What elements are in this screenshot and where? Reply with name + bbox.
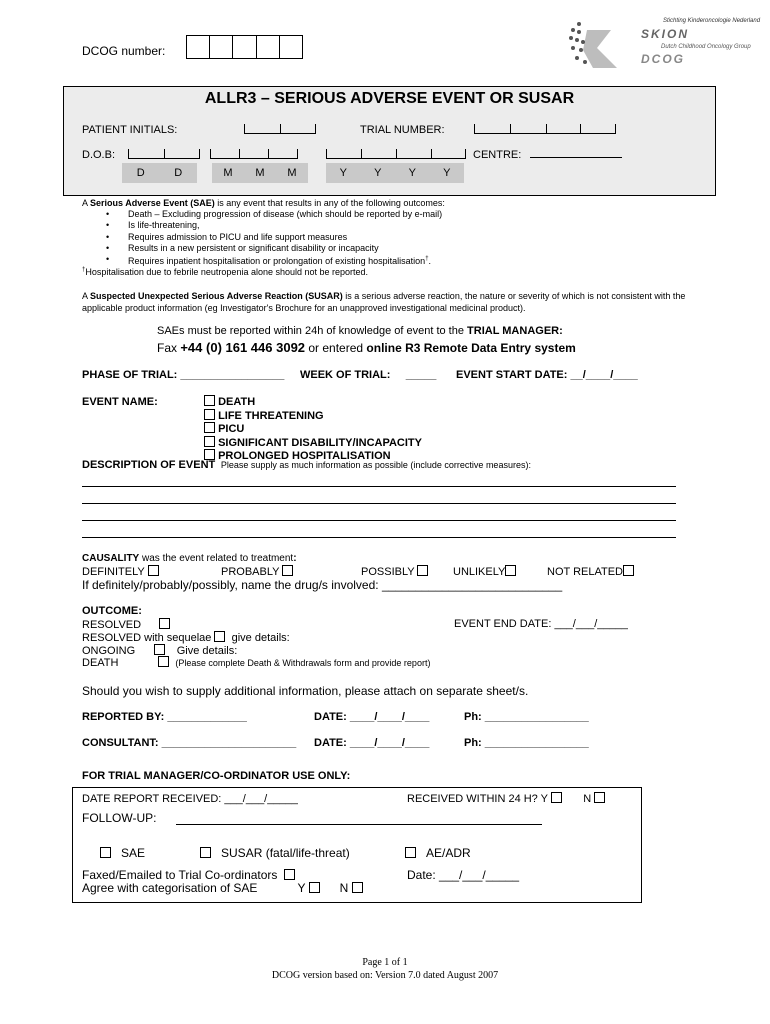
event-option-life-threatening[interactable]: LIFE THREATENING bbox=[204, 409, 422, 423]
event-start-date[interactable]: EVENT START DATE: __/____/____ bbox=[456, 369, 638, 381]
causality-question: CAUSALITY was the event related to treatment: bbox=[82, 553, 297, 564]
faxed-date[interactable]: Date: ___/___/_____ bbox=[407, 868, 520, 882]
reporting-deadline: SAEs must be reported within 24h of knowledge of event to the TRIAL MANAGER: bbox=[157, 325, 563, 337]
event-option-hospitalisation[interactable]: PROLONGED HOSPITALISATION bbox=[204, 449, 422, 463]
description-line-3[interactable] bbox=[82, 520, 676, 521]
outcome-resolved[interactable]: RESOLVED bbox=[82, 618, 170, 631]
list-item: • Death – Excluding progression of disease (which should be reported by e-mail) bbox=[82, 209, 722, 220]
description-line-1[interactable] bbox=[82, 486, 676, 487]
ae-adr-checkbox[interactable] bbox=[405, 847, 416, 858]
sequelae-checkbox[interactable] bbox=[214, 631, 225, 642]
centre-field[interactable] bbox=[530, 157, 622, 158]
causality-definitely[interactable]: DEFINITELY bbox=[82, 565, 159, 578]
category-sae[interactable]: SAE bbox=[100, 846, 145, 860]
outcome-death[interactable]: DEATH (Please complete Death & Withdrawals form and provide report) bbox=[82, 657, 431, 669]
faxed-to-coordinators[interactable]: Faxed/Emailed to Trial Co-ordinators bbox=[82, 868, 295, 882]
follow-up-field[interactable] bbox=[176, 824, 542, 825]
sae-criteria-list bbox=[82, 209, 722, 267]
sae-definition: A Serious Adverse Event (SAE) is any event that results in any of the following outcomes: bbox=[82, 198, 445, 208]
causality-not-related[interactable]: NOT RELATED bbox=[547, 565, 634, 578]
dob-label: D.O.B: bbox=[82, 149, 116, 161]
event-end-date[interactable]: EVENT END DATE: ___/___/_____ bbox=[454, 618, 628, 630]
description-line-4[interactable] bbox=[82, 537, 676, 538]
category-ae-adr[interactable]: AE/ADR bbox=[405, 846, 471, 860]
list-item: • Is life-threatening, bbox=[82, 220, 722, 231]
picu-checkbox[interactable] bbox=[204, 422, 215, 433]
version-note: DCOG version based on: Version 7.0 dated August 2007 bbox=[271, 970, 499, 981]
list-item: • Requires inpatient hospitalisation or prolongation of existing hospitalisation†. bbox=[82, 254, 722, 267]
outcome-ongoing[interactable]: ONGOING Give details: bbox=[82, 645, 238, 657]
fax-line: Fax +44 (0) 161 446 3092 or entered online R3 Remote Data Entry system bbox=[157, 340, 576, 355]
not-related-checkbox[interactable] bbox=[623, 565, 634, 576]
definitely-checkbox[interactable] bbox=[148, 565, 159, 576]
dcog-number-boxes[interactable] bbox=[186, 35, 303, 59]
date-report-received[interactable]: DATE REPORT RECEIVED: ___/___/_____ bbox=[82, 793, 298, 805]
category-susar[interactable]: SUSAR (fatal/life-threat) bbox=[200, 846, 350, 860]
dob-day-hint: D D bbox=[122, 163, 197, 183]
sae-checkbox[interactable] bbox=[100, 847, 111, 858]
week-of-trial[interactable]: WEEK OF TRIAL: _____ bbox=[300, 369, 437, 381]
trial-number-field[interactable] bbox=[474, 124, 616, 134]
susar-definition: A Suspected Unexpected Serious Adverse Reaction (SUSAR) is a serious adverse reaction, the nature or severity of which is not consistent with the applicable product information (eg Investigator's Brochure for an unapproved investigational medicinal product). bbox=[82, 291, 686, 313]
ongoing-checkbox[interactable] bbox=[154, 644, 165, 655]
life-threatening-checkbox[interactable] bbox=[204, 409, 215, 420]
event-option-disability[interactable]: SIGNIFICANT DISABILITY/INCAPACITY bbox=[204, 436, 422, 450]
disability-checkbox[interactable] bbox=[204, 436, 215, 447]
reported-by[interactable]: REPORTED BY: _____________ bbox=[82, 711, 247, 723]
logo-skion-text: SKION bbox=[641, 27, 690, 41]
patient-initials-label: PATIENT INITIALS: bbox=[82, 124, 178, 136]
agree-categorisation[interactable]: Agree with categorisation of SAE Y N bbox=[82, 881, 363, 895]
possibly-checkbox[interactable] bbox=[417, 565, 428, 576]
description-line-2[interactable] bbox=[82, 503, 676, 504]
office-use-heading: FOR TRIAL MANAGER/CO-ORDINATOR USE ONLY: bbox=[82, 770, 351, 782]
death-checkbox[interactable] bbox=[204, 395, 215, 406]
causality-possibly[interactable]: POSSIBLY bbox=[361, 565, 428, 578]
resolved-checkbox[interactable] bbox=[159, 618, 170, 629]
agree-no-checkbox[interactable] bbox=[352, 882, 363, 893]
consultant[interactable]: CONSULTANT: ______________________ bbox=[82, 737, 297, 749]
dob-month-field[interactable] bbox=[210, 149, 298, 159]
faxed-checkbox[interactable] bbox=[284, 869, 295, 880]
logo-sub-text: Dutch Childhood Oncology Group bbox=[661, 44, 751, 50]
outcome-sequelae[interactable]: RESOLVED with sequelae give details: bbox=[82, 632, 290, 644]
logo-dcog-text: DCOG bbox=[641, 52, 685, 66]
description-label: DESCRIPTION OF EVENT Please supply as much information as possible (include corrective measures): bbox=[82, 459, 531, 471]
event-option-death[interactable]: DEATH bbox=[204, 395, 422, 409]
skion-logo bbox=[565, 18, 761, 70]
phase-of-trial[interactable]: PHASE OF TRIAL: _________________ bbox=[82, 369, 285, 381]
probably-checkbox[interactable] bbox=[282, 565, 293, 576]
trial-number-label: TRIAL NUMBER: bbox=[360, 124, 445, 136]
patient-initials-field[interactable] bbox=[244, 124, 316, 134]
susar-checkbox[interactable] bbox=[200, 847, 211, 858]
form-title: ALLR3 – SERIOUS ADVERSE EVENT OR SUSAR bbox=[204, 90, 575, 107]
additional-info-note: Should you wish to supply additional information, please attach on separate sheet/s. bbox=[82, 684, 529, 698]
causality-probably[interactable]: PROBABLY bbox=[221, 565, 293, 578]
skion-logo-icon bbox=[565, 18, 625, 70]
within-24h-no-checkbox[interactable] bbox=[594, 792, 605, 803]
follow-up-label: FOLLOW-UP: bbox=[82, 811, 157, 825]
death-outcome-checkbox[interactable] bbox=[158, 656, 169, 667]
page-number: Page 1 of 1 bbox=[362, 957, 408, 968]
list-item: • Requires admission to PICU and life support measures bbox=[82, 232, 722, 243]
dob-day-field[interactable] bbox=[128, 149, 200, 159]
reported-date[interactable]: DATE: ____/____/____ bbox=[314, 711, 430, 723]
dob-year-field[interactable] bbox=[326, 149, 466, 159]
outcome-label: OUTCOME: bbox=[82, 605, 142, 617]
received-within-24h[interactable]: RECEIVED WITHIN 24 H? Y N bbox=[407, 792, 605, 805]
unlikely-checkbox[interactable] bbox=[505, 565, 516, 576]
causality-unlikely[interactable]: UNLIKELY bbox=[453, 565, 516, 578]
event-name-options bbox=[204, 395, 422, 463]
within-24h-yes-checkbox[interactable] bbox=[551, 792, 562, 803]
drugs-involved[interactable]: If definitely/probably/possibly, name the drug/s involved: ___________________________ bbox=[82, 578, 563, 592]
event-name-label: EVENT NAME: bbox=[82, 396, 158, 408]
event-option-picu[interactable]: PICU bbox=[204, 422, 422, 436]
centre-label: CENTRE: bbox=[473, 149, 522, 161]
list-item: • Results in a new persistent or significant disability or incapacity bbox=[82, 243, 722, 254]
reported-phone[interactable]: Ph: _________________ bbox=[464, 711, 589, 723]
logo-small-text: Stichting Kinderoncologie Nederland bbox=[663, 18, 761, 24]
consultant-phone[interactable]: Ph: _________________ bbox=[464, 737, 589, 749]
dcog-number-label: DCOG number: bbox=[82, 44, 166, 58]
consultant-date[interactable]: DATE: ____/____/____ bbox=[314, 737, 430, 749]
agree-yes-checkbox[interactable] bbox=[309, 882, 320, 893]
dob-year-hint: Y Y Y Y bbox=[326, 163, 464, 183]
dob-month-hint: M M M bbox=[212, 163, 308, 183]
sae-footnote: †Hospitalisation due to febrile neutropenia alone should not be reported. bbox=[82, 267, 369, 277]
